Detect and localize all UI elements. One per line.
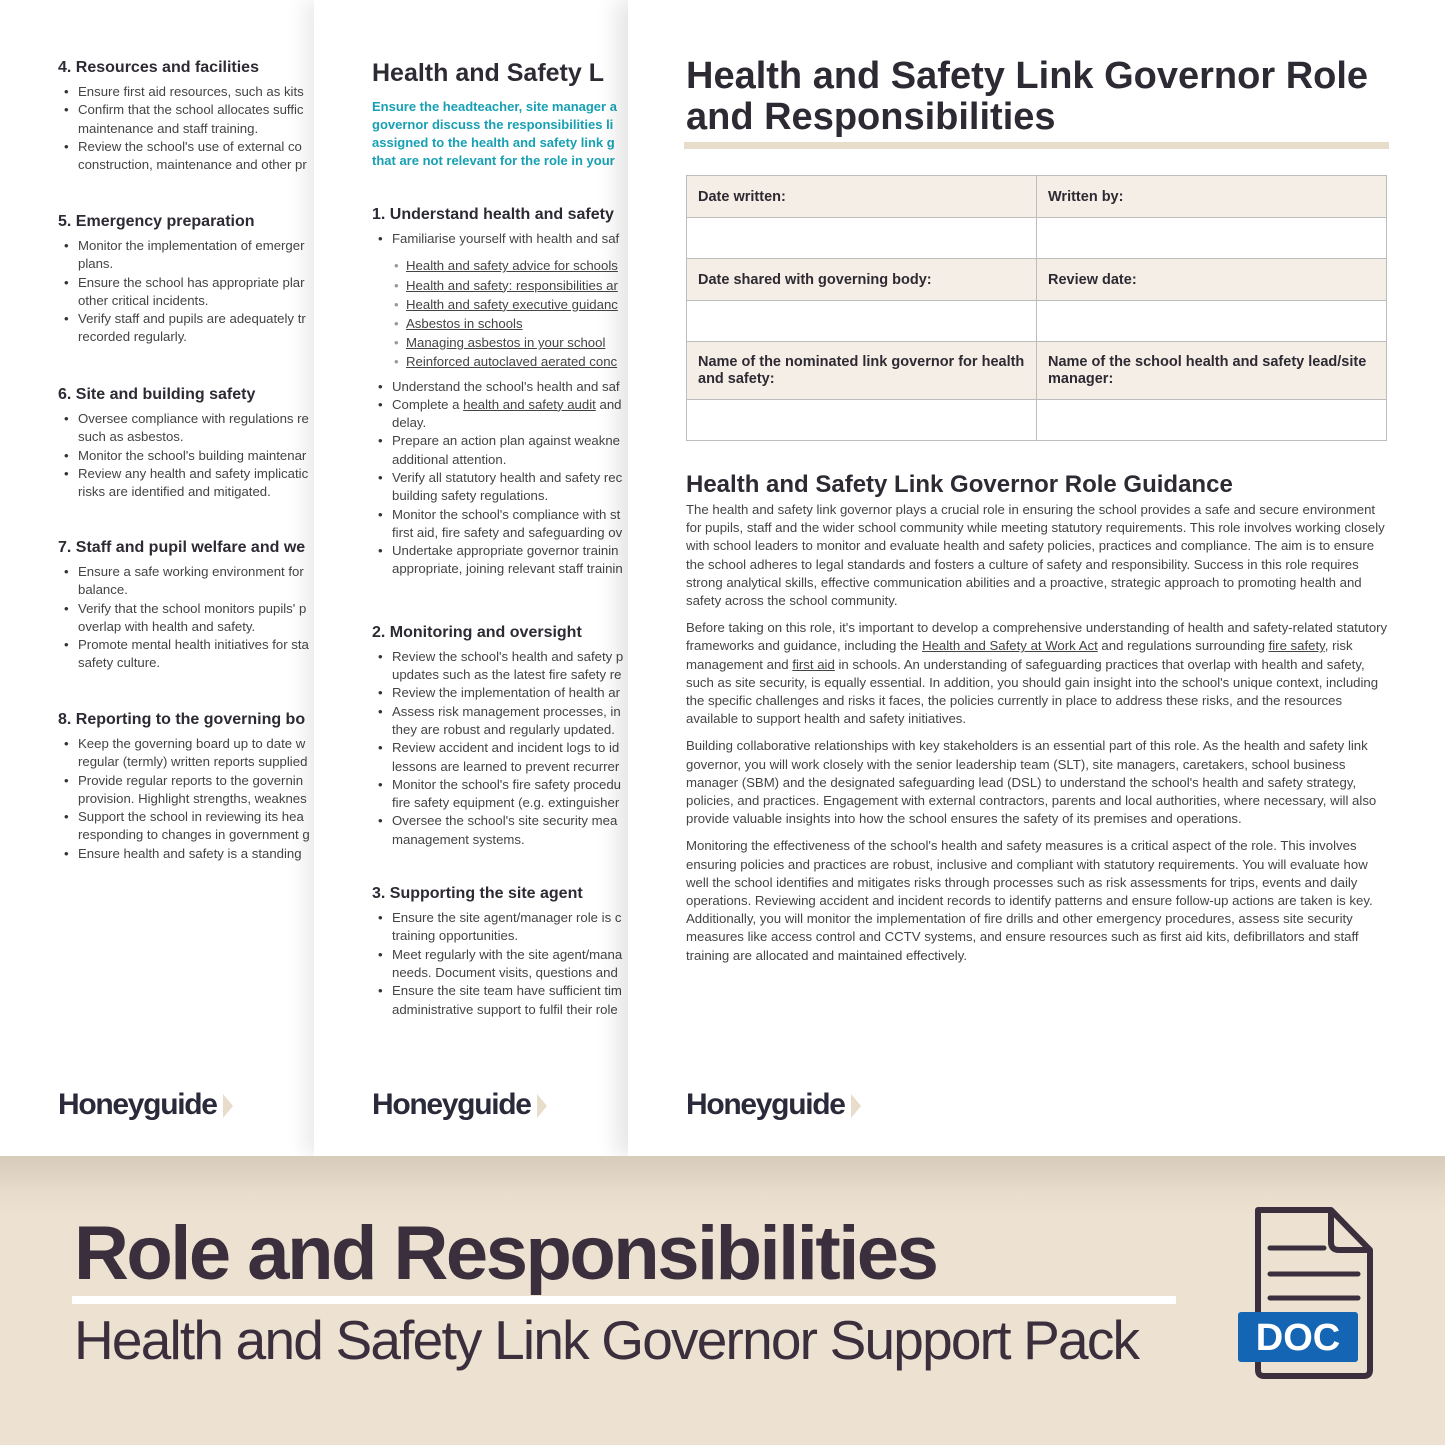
site-manager-field[interactable] [1037,400,1387,441]
site-manager-label: Name of the school health and safety lead/site manager: [1037,342,1387,400]
list-item: • Review any health and safety implicatic risks are identified and mitigated. [58,465,309,502]
review-date-field[interactable] [1037,301,1387,342]
list-item [388,333,644,352]
health-safety-audit-link[interactable]: health and safety audit [463,396,596,412]
list-item [388,314,644,333]
document-page-2 [314,0,644,1156]
section-heading: 2. Monitoring and oversight [372,623,582,641]
honeyguide-logo [372,1088,531,1122]
health-safety-at-work-act-link[interactable]: Health and Safety at Work Act [922,638,1098,654]
resource-link[interactable]: Health and safety: responsibilities ar [406,277,618,293]
page-3-title: Health and Safety Link Governor Role and Responsibilities [686,55,1369,138]
section [58,59,307,174]
list-item: • Prepare an action plan against weakne additional attention. [372,432,644,469]
document-page-3 [628,0,1445,1156]
list-item: • Ensure first aid resources, such as kits [58,83,307,101]
section [58,539,309,673]
date-written-label: Date written: [687,176,1037,218]
list-item: • Ensure a safe working environment for balance. [58,563,309,600]
list-item: • Understand the school's health and saf [372,378,644,396]
date-written-field[interactable] [687,218,1037,259]
section [58,386,309,501]
list-item: • Confirm that the school allocates suffic maintenance and staff training. [58,101,307,138]
resource-link[interactable]: Reinforced autoclaved aerated conc [406,354,618,370]
list-item: • Keep the governing board up to date w regular (termly) written reports supplied [58,735,310,772]
page-1-content [58,0,330,1156]
list-item [388,276,644,295]
logo-text: Honeyguide [372,1088,531,1121]
page-2-content [372,0,644,1156]
list-item: • Review the school's use of external co construction, maintenance and other pr [58,138,307,175]
date-shared-field[interactable] [687,301,1037,342]
banner-title: Role and Responsibilities [74,1211,937,1296]
list-item: • Ensure health and safety is a standing [58,845,310,863]
section-2-bullets [372,648,644,849]
written-by-field[interactable] [1037,218,1387,259]
link-governor-field[interactable] [687,400,1037,441]
section-heading: 3. Supporting the site agent [372,885,583,903]
section-heading: 8. Reporting to the governing bo [58,711,306,728]
list-item: • Ensure the school has appropriate plar other critical incidents. [58,274,306,311]
document-page-1 [0,0,330,1156]
resource-links [388,256,644,371]
resource-link[interactable]: Asbestos in schools [406,315,523,331]
resource-link[interactable]: Managing asbestos in your school [406,335,606,351]
list-item: • Promote mental health initiatives for sta safety culture. [58,636,309,673]
link-governor-label: Name of the nominated link governor for health and safety: [687,342,1037,400]
guidance-heading: Health and Safety Link Governor Role Guidance [686,471,1233,498]
review-date-label: Review date: [1037,259,1387,301]
date-shared-label: Date shared with governing body: [687,259,1037,301]
list-item: • Provide regular reports to the governin provision. Highlight strengths, weaknes [58,772,310,809]
section-3-bullets [372,909,644,1019]
list-item [388,256,644,275]
list-item: • Undertake appropriate governor trainin appropriate, joining relevant staff trainin [372,542,644,579]
resource-link[interactable]: Health and safety executive guidanc [406,296,618,312]
page-3-content [686,56,1389,965]
banner-divider [72,1296,1176,1304]
document-info-table [686,175,1387,441]
list-item: • Verify staff and pupils are adequately tr recorded regularly. [58,310,306,347]
guidance-paragraph-3: Building collaborative relationships with key stakeholders is an essential part of this role. As the health and safety link governor, you will work closely with the senior leadership team (SLT), site managers, caretakers, school business manager (SBM) and the designated safeguarding lead (DSL) to understand the school's health and safety strategy, policies, and practices. Engagement with external contractors, parents and local authorities, where necessary, will also provide valuable insights into how the school ensures the safety of its premises and operations. [686,738,1377,827]
list-item: • Ensure the site team have sufficient tim administrative support to fulfil their role [372,982,644,1019]
guidance-paragraph-1: The health and safety link governor plays a crucial role in ensuring the school provides a safe and secure environment for pupils, staff and the wider school community while meeting statutory requirements. This role involves working closely with school leaders to monitor and evaluate health and safety policies, practices and compliance. The aim is to ensure the school adheres to legal standards and fosters a culture of safety and responsibility. Success in this role requires strong analytical skills, effective communication abilities and a proactive, strategic approach to promoting health and safety across the school community. [686,502,1385,609]
first-aid-link[interactable]: first aid [792,656,835,672]
guidance-paragraph-4: Monitoring the effectiveness of the school's health and safety measures is a critical aspect of the role. This involves ensuring policies and practices are robust, inclusive and compliant with statutory requirements. You will evaluate how well the school identifies and mitigates risks through processes such as risk assessments for trips, events and daily operations. Reviewing accident and incident records to identify patterns and ensure follow-up actions are taken is key. Additionally, you will monitor the implementation of fire drills and other emergency procedures, assess site security measures like access control and CCTV systems, and ensure resources such as first aid kits, defibrillators and staff training are allocated and maintained effectively. [686,838,1373,963]
banner-subtitle: Health and Safety Link Governor Support Pack [74,1309,1139,1371]
section-heading: 6. Site and building safety [58,386,256,403]
list-item: • Monitor the school's fire safety procedu fire safety equipment (e.g. extinguisher [372,776,644,813]
fire-safety-link[interactable]: fire safety [1268,638,1325,654]
list-item: • Assess risk management processes, in they are robust and regularly updated. [372,703,644,740]
resource-link[interactable]: Health and safety advice for schools [406,258,618,274]
list-item: • Complete a health and safety audit and delay. [372,396,644,433]
list-item: • Monitor the school's compliance with st first aid, fire safety and safeguarding ov [372,506,644,543]
list-item [388,295,644,314]
list-item: • Familiarise yourself with health and saf [372,230,644,248]
section-heading: 4. Resources and facilities [58,59,259,76]
logo-text: Honeyguide [686,1088,845,1121]
section-heading: 5. Emergency preparation [58,213,255,230]
logo-arrow-icon [537,1094,547,1118]
page-2-title: Health and Safety L [372,59,604,87]
list-item: • Support the school in reviewing its hea responding to changes in government g [58,808,310,845]
honeyguide-logo [686,1088,845,1122]
written-by-label: Written by: [1037,176,1387,218]
logo-arrow-icon [851,1094,861,1118]
list-item: • Oversee the school's site security mea management systems. [372,812,644,849]
section [58,711,310,863]
list-item: • Oversee compliance with regulations re such as asbestos. [58,410,309,447]
guidance-paragraph-2: Before taking on this role, it's important to develop a comprehensive understanding of health and safety-related statutory frameworks and guidance, including the Health and Safety at Work Act and regulations surrounding fire safety, risk management and first aid in schools. An understanding of safeguarding practices that overlap with health and safety, such as site security, is equally essential. In addition, you should gain insight into the school's unique context, including the specific challenges and risks it faces, the policies currently in place to address these risks, and the resources available to support health and safety initiatives. [686,620,1388,727]
document-icon [1236,1204,1376,1382]
list-item: • Review the school's health and safety p updates such as the latest fire safety re [372,648,644,685]
honeyguide-logo [58,1088,217,1122]
title-divider [684,142,1389,149]
logo-text: Honeyguide [58,1088,217,1121]
list-item: • Verify all statutory health and safety rec building safety regulations. [372,469,644,506]
list-item: • Monitor the school's building maintenar [58,447,309,465]
list-item: • Meet regularly with the site agent/mana needs. Document visits, questions and [372,946,644,983]
list-item: • Ensure the site agent/manager role is c training opportunities. [372,909,644,946]
list-item: • Verify that the school monitors pupils' p overlap with health and safety. [58,600,309,637]
list-item: • Review accident and incident logs to id lessons are learned to prevent recurrer [372,739,644,776]
page-2-intro: Ensure the headteacher, site manager a governor discuss the responsibilities li assigned to the health and safety link g that are not relevant for the role in your [372,99,617,168]
doc-badge-label: DOC [1255,1317,1341,1359]
section-heading: 7. Staff and pupil welfare and we [58,539,306,556]
section-heading: 1. Understand health and safety [372,206,614,223]
list-item: • Monitor the implementation of emerger plans. [58,237,306,274]
list-item: • Review the implementation of health ar [372,684,644,702]
logo-arrow-icon [223,1094,233,1118]
section [58,213,306,347]
list-item [388,352,644,371]
section-1-bullets [372,378,644,579]
